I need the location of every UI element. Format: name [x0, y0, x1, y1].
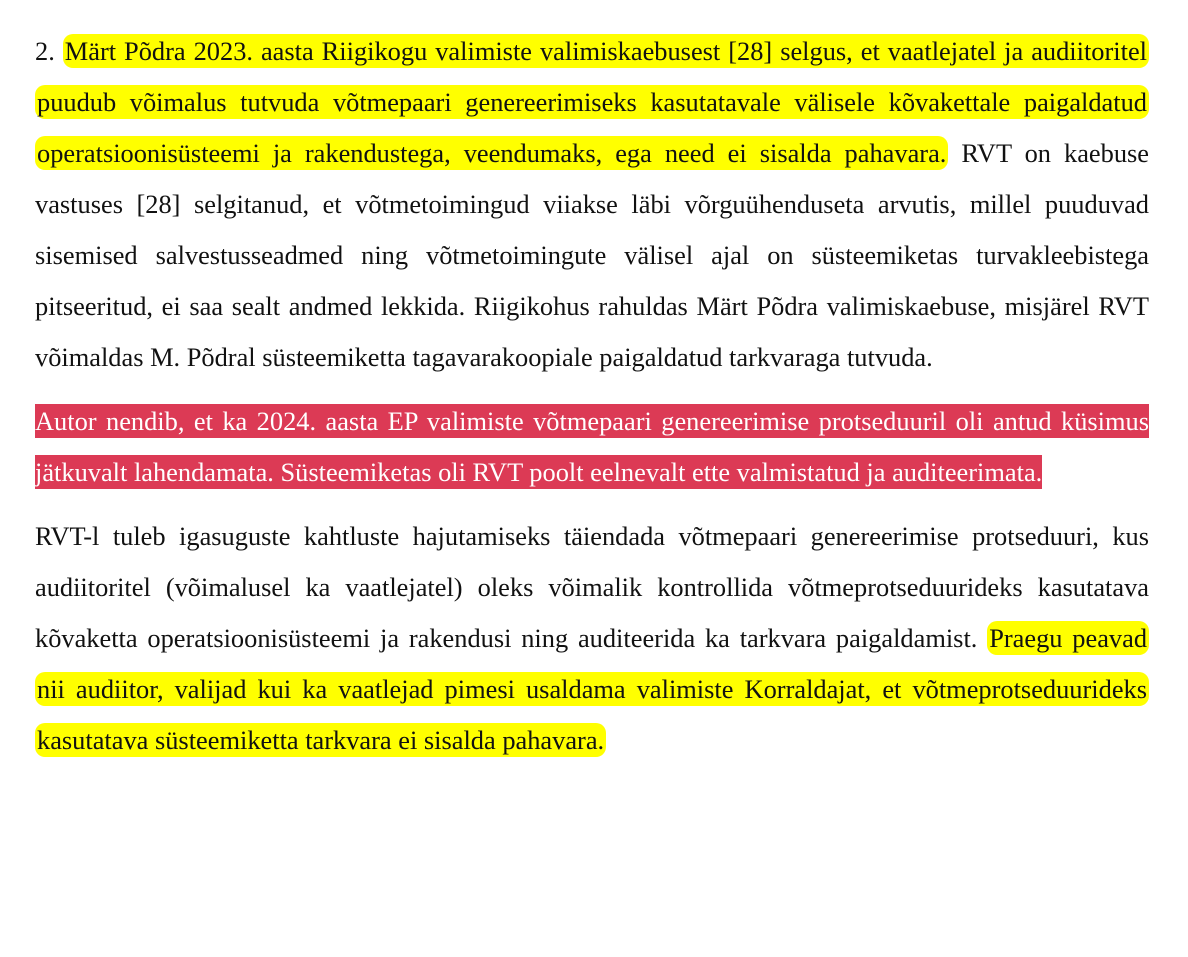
paragraph-2: [35, 396, 1149, 498]
document-page: [35, 26, 1149, 766]
red-highlight: Autor nendib, et ka 2024. aasta EP valimiste võtmepaari genereerimise protseduuril oli antud küsimus jätkuvalt lahendamata. Süsteemiketas oli RVT poolt eelnevalt ette valmistatud ja auditeerimata.: [35, 406, 1149, 487]
yellow-highlight-1: Märt Põdra 2023. aasta Riigikogu valimiste valimiskaebusest [28] selgus, et vaatlejatel ja audiitoritel puudub võimalus tutvuda võtmepaari genereerimiseks kasutatavale välisele kõvakettale paigaldatud operatsioonisüsteemi ja rakendustega, veendumaks, ega need ei sisalda pahavara.: [37, 36, 1147, 168]
yellow-highlight-2: Praegu peavad nii audiitor, valijad kui ka vaatlejad pimesi usaldama valimiste Korraldajat, et võtmeprotseduurideks kasutatava süsteemiketta tarkvara ei sisalda pahavara.: [37, 623, 1148, 755]
paragraph-1: [35, 26, 1149, 383]
paragraph-1-text: RVT on kaebuse vastuses [28] selgitanud, et võtmetoimingud viiakse läbi võrguühenduseta arvutis, millel puuduvad sisemised salvestusseadmed ning võtmetoimingute välisel ajal on süsteemiketas turvakleebistega pitseeritud, ei saa sealt andmed lekkida. Riigikohus rahuldas Märt Põdra valimiskaebuse, misjärel RVT võimaldas M. Põdral süsteemiketta tagavarakoopiale paigaldatud tarkvaraga tutvuda.: [35, 138, 1149, 372]
paragraph-3: [35, 511, 1149, 766]
paragraph-number: 2.: [35, 36, 55, 66]
paragraph-3-text: RVT-l tuleb igasuguste kahtluste hajutamiseks täiendada võtmepaari genereerimise protseduuri, kus audiitoritel (võimalusel ka vaatlejatel) oleks võimalik kontrollida võtmeprotseduurideks kasutatava kõvaketta operatsioonisüsteemi ja rakendusi ning auditeerida ka tarkvara paigaldamist.: [35, 521, 1149, 653]
